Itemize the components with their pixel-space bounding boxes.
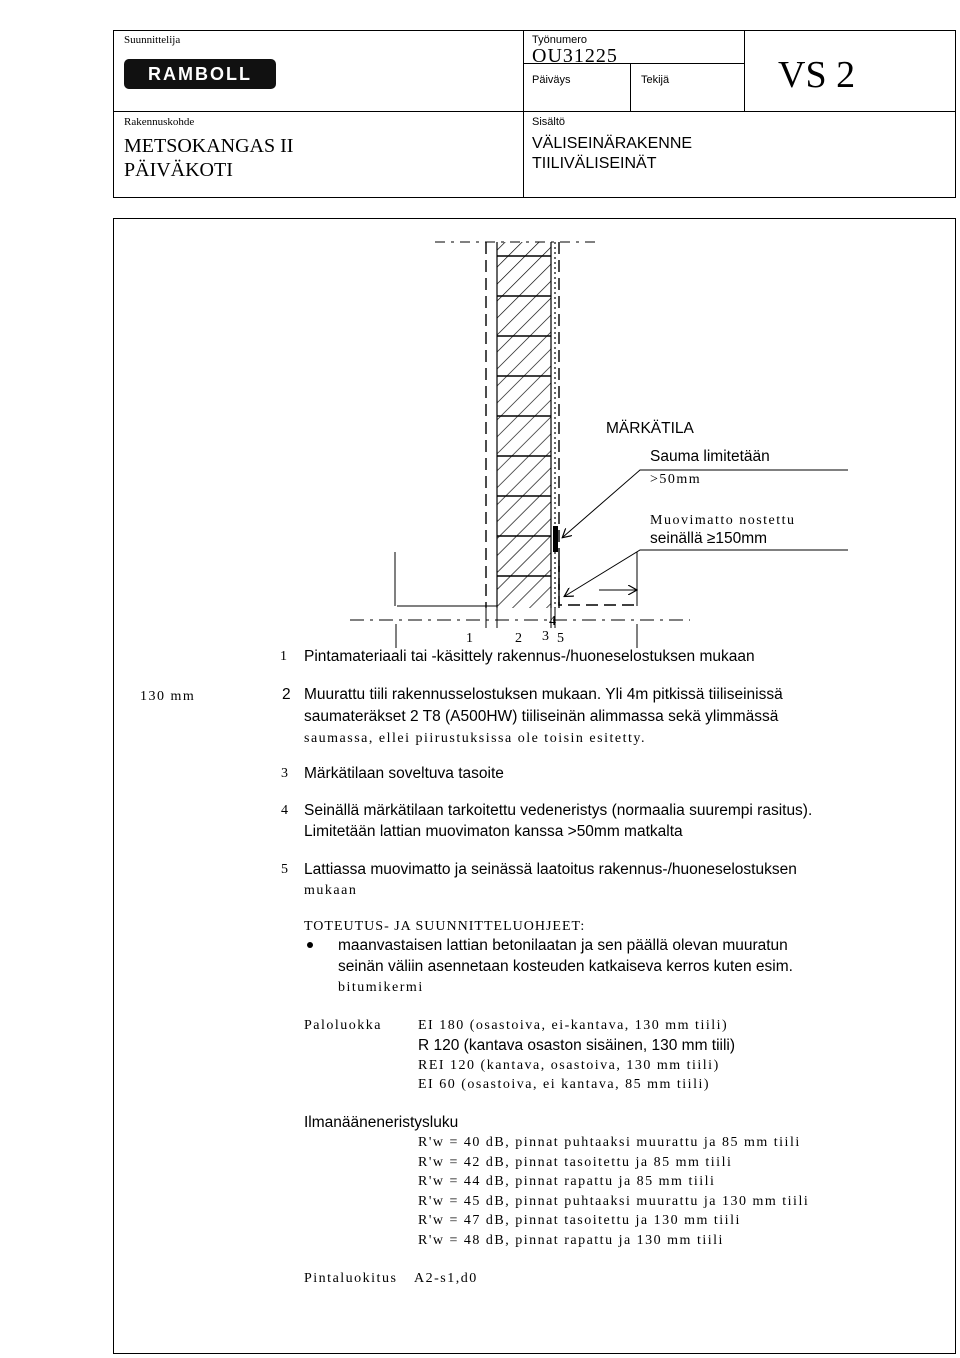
note-5-number: 5 bbox=[281, 862, 288, 877]
project-name-line2: PÄIVÄKOTI bbox=[124, 159, 233, 181]
sound-value-5: R'w = 47 dB, pinnat tasoitettu ja 130 mm tiili bbox=[418, 1213, 741, 1228]
membrane-note-line2: seinällä ≥150mm bbox=[650, 530, 768, 547]
note-1-text: Pintamateriaali tai -käsittely rakennus-/huoneselostuksen mukaan bbox=[304, 648, 755, 665]
wall-section-drawing bbox=[0, 0, 960, 650]
company-logo: RAMBOLL bbox=[124, 59, 276, 89]
floor-plastic-mat bbox=[559, 560, 637, 605]
fire-class-value-3: REI 120 (kantava, osastoiva, 130 mm tiili) bbox=[418, 1058, 720, 1073]
marker-4: 4 bbox=[549, 614, 556, 629]
note-4-line1: Seinällä märkätilaan tarkoitettu vedeneristys (normaalia suurempi rasitus). bbox=[304, 802, 813, 819]
job-number: OU31225 bbox=[532, 45, 618, 67]
author-label: Tekijä bbox=[641, 74, 670, 86]
room-label: MÄRKÄTILA bbox=[606, 420, 694, 437]
note-2-number: 2 bbox=[282, 686, 291, 703]
joint-note-line2: >50mm bbox=[650, 472, 702, 487]
sound-value-3: R'w = 44 dB, pinnat rapattu ja 85 mm tiili bbox=[418, 1174, 716, 1189]
sound-insulation-label: Ilmanääneneristysluku bbox=[304, 1114, 459, 1131]
sound-value-1: R'w = 40 dB, pinnat puhtaaksi muurattu ja 85 mm tiili bbox=[418, 1135, 801, 1150]
content-line2: TIILIVÄLISEINÄT bbox=[532, 155, 657, 172]
content-label: Sisältö bbox=[532, 116, 566, 128]
sound-value-4: R'w = 45 dB, pinnat puhtaaksi muurattu ja 130 mm tiili bbox=[418, 1194, 810, 1209]
sound-value-2: R'w = 42 dB, pinnat tasoitettu ja 85 mm tiili bbox=[418, 1155, 733, 1170]
designer-label: Suunnittelija bbox=[124, 34, 181, 46]
fire-class-value-1: EI 180 (osastoiva, ei-kantava, 130 mm tiili) bbox=[418, 1018, 729, 1033]
note-2-line3: saumassa, ellei piirustuksissa ole toisin esitetty. bbox=[304, 731, 646, 746]
brick-wall bbox=[497, 242, 551, 608]
project-label: Rakennuskohde bbox=[124, 116, 195, 128]
fire-class-value-4: EI 60 (osastoiva, ei kantava, 85 mm tiili) bbox=[418, 1077, 711, 1092]
guidance-line3: bitumikermi bbox=[338, 980, 424, 995]
note-1-number: 1 bbox=[280, 649, 287, 664]
sound-value-6: R'w = 48 dB, pinnat rapattu ja 130 mm tiili bbox=[418, 1233, 724, 1248]
note-2-line1: Muurattu tiili rakennusselostuksen mukaan. Yli 4m pitkissä tiiliseinissä bbox=[304, 686, 783, 703]
date-label: Päiväys bbox=[532, 74, 571, 86]
sheet-id: VS 2 bbox=[778, 54, 856, 96]
note-3-number: 3 bbox=[281, 766, 288, 781]
note-5-line1: Lattiassa muovimatto ja seinässä laatoitus rakennus-/huoneselostuksen bbox=[304, 861, 797, 878]
job-number-label: Työnumero bbox=[532, 34, 588, 46]
guidance-line1: maanvastaisen lattian betonilaatan ja sen päällä olevan muuratun bbox=[338, 937, 788, 954]
note-2-line2: saumateräkset 2 T8 (A500HW) tiiliseinän alimmassa sekä ylimmässä bbox=[304, 708, 779, 725]
content-line1: VÄLISEINÄRAKENNE bbox=[532, 135, 693, 152]
guidance-heading: TOTEUTUS- JA SUUNNITTELUOHJEET: bbox=[304, 919, 586, 934]
marker-5: 5 bbox=[557, 631, 564, 646]
fire-class-value-2: R 120 (kantava osaston sisäinen, 130 mm tiili) bbox=[418, 1037, 736, 1054]
fire-class-label: Paloluokka bbox=[304, 1018, 382, 1033]
right-wall-layers bbox=[553, 242, 559, 608]
surface-class-value: A2-s1,d0 bbox=[414, 1271, 478, 1286]
note-5-line2: mukaan bbox=[304, 883, 358, 898]
wall-thickness: 130 mm bbox=[140, 689, 196, 704]
note-4-line2: Limitetään lattian muovimaton kanssa >50mm matkalta bbox=[304, 823, 683, 840]
surface-class-label: Pintaluokitus bbox=[304, 1271, 398, 1286]
marker-3: 3 bbox=[542, 629, 549, 644]
marker-1: 1 bbox=[466, 631, 473, 646]
marker-2: 2 bbox=[515, 631, 522, 646]
guidance-line2: seinän väliin asennetaan kosteuden katkaiseva kerros kuten esim. bbox=[338, 958, 793, 975]
note-3-text: Märkätilaan soveltuva tasoite bbox=[304, 765, 504, 782]
membrane-note-line1: Muovimatto nostettu bbox=[650, 513, 796, 528]
guidance-bullet bbox=[307, 942, 313, 948]
note-4-number: 4 bbox=[281, 803, 288, 818]
project-name-line1: METSOKANGAS II bbox=[124, 135, 294, 157]
joint-note-line1: Sauma limitetään bbox=[650, 448, 770, 465]
